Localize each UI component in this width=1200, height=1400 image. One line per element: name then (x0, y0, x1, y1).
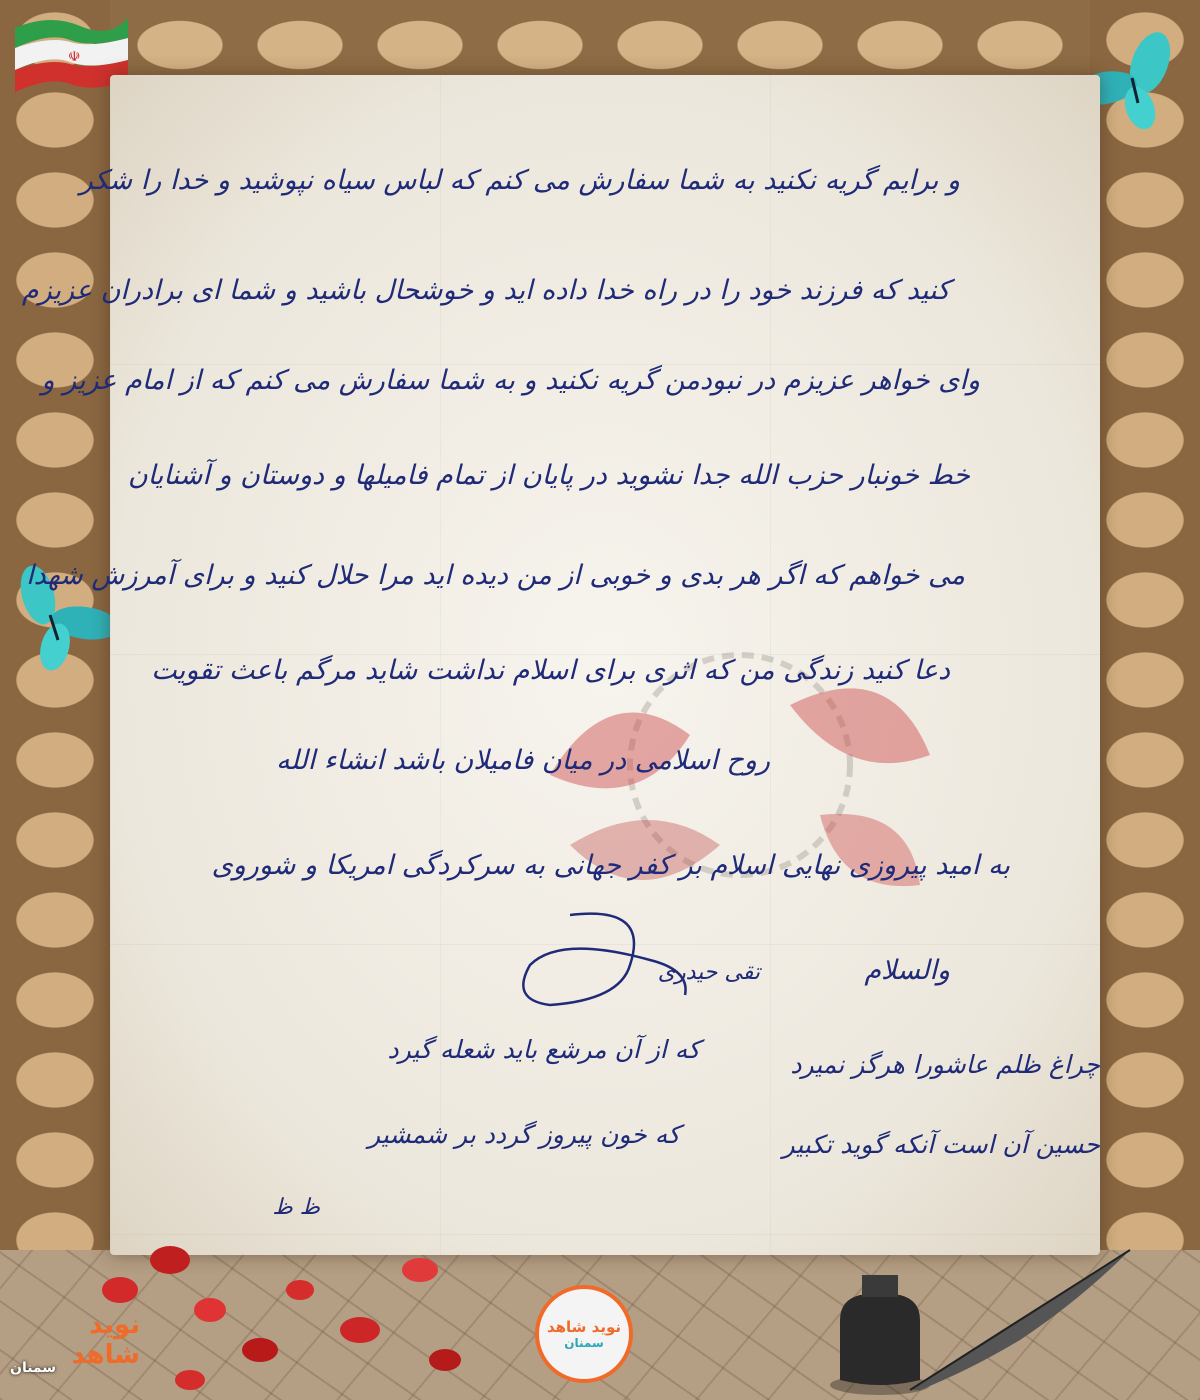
poem-line: که از آن مرشع باید شعله گیرد (387, 1035, 700, 1064)
sandbag-column-right (1090, 0, 1200, 1400)
letter-line: دعا کنید زندگی من که اثری برای اسلام نداشت شاید مرگم باعث تقویت (151, 655, 950, 686)
navid-shahed-corner-logo (10, 1310, 140, 1390)
letter-line: و برایم گریه نکنید به شما سفارش می کنم که لباس سیاه نپوشید و خدا را شکر (79, 165, 960, 196)
letter-line: به امید پیروزی نهایی اسلام بر کفر جهانی به سرکردگی امریکا و شوروی (211, 850, 1010, 881)
margin-note: ظ ظ (272, 1195, 320, 1220)
letter-line: می خواهم که اگر هر بدی و خوبی از من دیده اید مرا حلال کنید و برای آمرزش شهدا (26, 560, 965, 591)
poem-line: که خون پیروز گردد بر شمشیر (368, 1120, 680, 1149)
signature-name: تقی حیدری (657, 960, 760, 985)
inkwell-icon (820, 1240, 1140, 1400)
letter-line: خط خونبار حزب الله جدا نشوید در پایان از تمام فامیلها و دوستان و آشنایان (127, 460, 970, 491)
logo-word: نوید شاهد (546, 1318, 621, 1336)
svg-text:☫: ☫ (68, 49, 81, 65)
navid-shahed-logo (535, 1285, 633, 1383)
poem-line: چراغ ظلم عاشورا هرگز نمیرد (790, 1050, 1100, 1079)
corner-logo-city: سمنان (10, 1360, 57, 1376)
letter-paper (21, 75, 1100, 1255)
logo-city: سمنان (564, 1336, 604, 1350)
poem-line: حسین آن است آنکه گوید تکبیر (782, 1130, 1100, 1159)
closing-salutation: والسلام (864, 955, 950, 986)
letter-line: کنید که فرزند خود را در راه خدا داده اید و خوشحال باشید و شما ای برادران عزیزم (21, 275, 950, 306)
corner-logo-word: نوید شاهد (71, 1310, 140, 1370)
letter-line: روح اسلامی در میان فامیلان باشد انشاء الله (276, 745, 770, 776)
letter-line: وای خواهر عزیزم در نبودمن گریه نکنید و به شما سفارش می کنم که از امام عزیز و (41, 365, 980, 396)
sandbag-column-left (0, 0, 110, 1400)
